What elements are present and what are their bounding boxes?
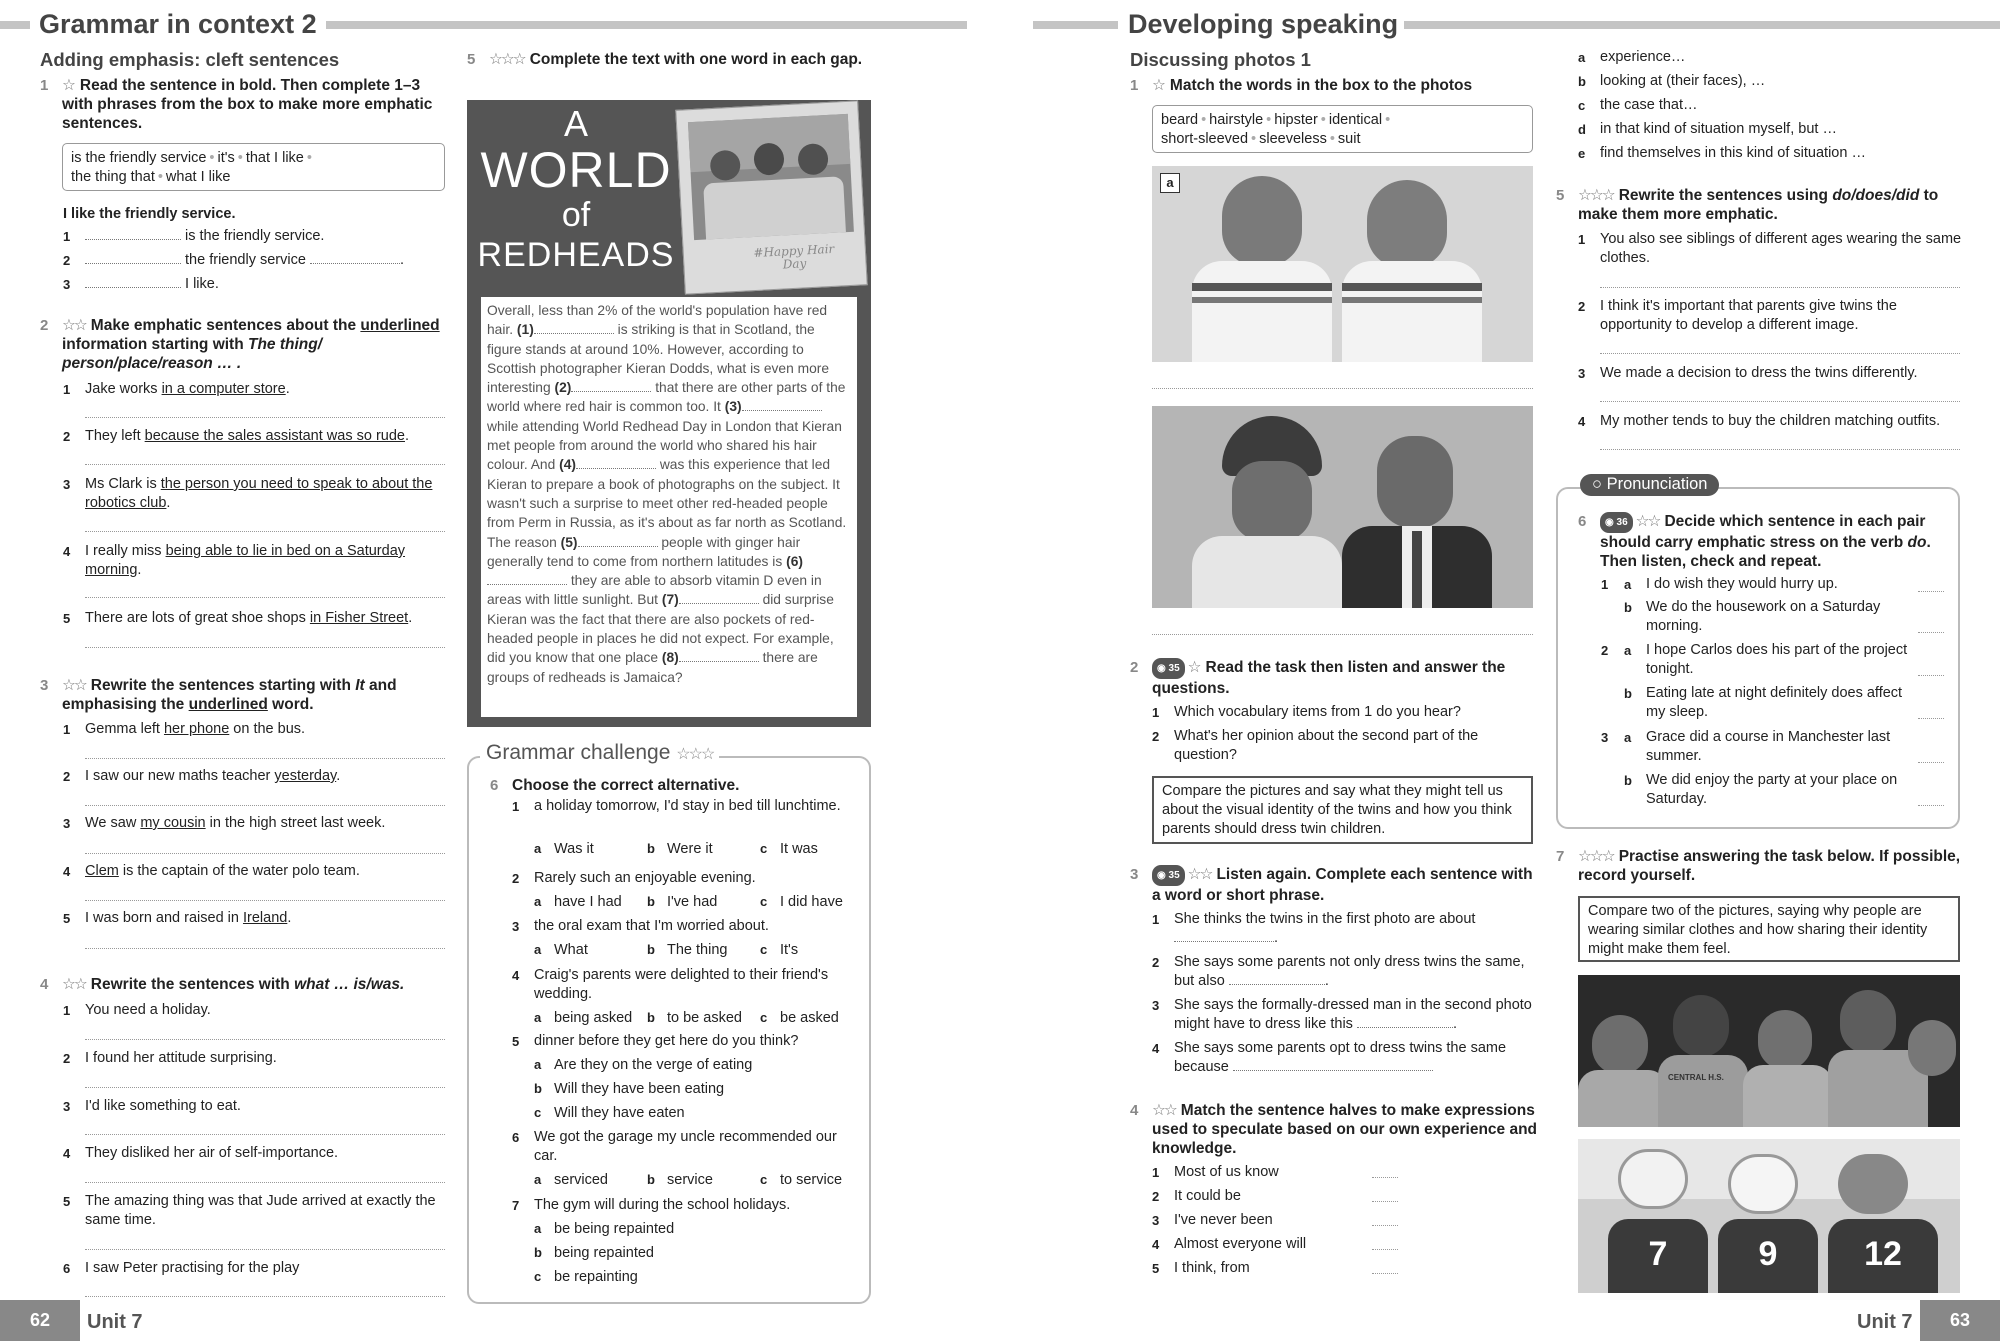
answer-blank[interactable] <box>1229 972 1325 985</box>
person-head <box>797 143 829 176</box>
pair-sentence: Grace did a course in Manchester last summer. <box>1646 729 1891 764</box>
star-icon: ☆ <box>1187 659 1202 676</box>
section-subtitle: Discussing photos 1 <box>1130 49 1311 70</box>
list-item: 5 I think, from <box>1152 1260 1250 1276</box>
man-suit <box>1342 526 1492 608</box>
page-number: 63 <box>1920 1300 2000 1341</box>
pair-number: 1 <box>1601 577 1609 592</box>
answer-blank[interactable] <box>1372 1249 1398 1250</box>
list-item: 2 They left because the sales assistant was so rude. <box>63 428 410 444</box>
answer-option[interactable]: b The thing <box>647 942 728 958</box>
answer-line[interactable] <box>1152 634 1533 635</box>
answer-blank[interactable] <box>578 535 658 547</box>
list-item: 1 You also see siblings of different ages wearing the same clothes. <box>1578 231 1962 266</box>
audio-icon[interactable]: ◉ 35 <box>1152 658 1185 679</box>
list-item: 5 There are lots of great shoe shops in Fisher Street. <box>63 610 413 626</box>
answer-blank[interactable] <box>1233 1058 1433 1071</box>
article-text-segment: they are able to absorb vitamin D even in areas with little sunlight. But <box>487 573 822 608</box>
page-title: Developing speaking <box>1128 9 1399 39</box>
answer-option[interactable]: b being repainted <box>534 1245 654 1261</box>
boy-head <box>1367 180 1447 268</box>
answer-line[interactable] <box>85 758 445 759</box>
section-subtitle: Adding emphasis: cleft sentences <box>40 49 340 70</box>
list-item: d in that kind of situation myself, but … <box>1578 121 1837 137</box>
star-icon: ☆☆ <box>62 317 86 334</box>
list-item: 1 Gemma left her phone on the bus. <box>63 721 306 737</box>
answer-line[interactable] <box>85 1182 445 1183</box>
word-box-item: beard <box>1161 112 1199 128</box>
answer-line[interactable] <box>85 1087 445 1088</box>
answer-option[interactable]: a serviced <box>534 1172 608 1188</box>
answer-blank[interactable] <box>310 251 400 264</box>
speaking-task-box: Compare the pictures and say what they might tell us about the visual identity of the twins and how you think parents should dress twin children. <box>1152 776 1533 844</box>
answer-line[interactable] <box>1600 353 1960 354</box>
answer-blank[interactable] <box>534 322 614 334</box>
shirt-text: CENTRAL H.S. <box>1668 1073 1724 1082</box>
grammar-challenge-title: Grammar challenge ☆☆☆ <box>480 741 719 765</box>
answer-option[interactable]: b Will they have been eating <box>534 1081 725 1097</box>
list-item: 3 Ms Clark is the person you need to speak to about the robotics club. <box>63 476 433 511</box>
gap-number: (6) <box>786 553 803 569</box>
answer-option[interactable]: c to service <box>760 1172 843 1188</box>
word-box-item: hairstyle <box>1209 112 1264 128</box>
list-item: c the case that… <box>1578 97 1698 113</box>
option-letter: b <box>1624 600 1632 615</box>
person-head <box>753 142 785 176</box>
answer-option[interactable]: b service <box>647 1172 713 1188</box>
man-shirt <box>1192 536 1342 608</box>
option-letter: b <box>1624 686 1632 701</box>
page-number: 62 <box>0 1300 80 1341</box>
answer-line[interactable] <box>85 853 445 854</box>
answer-line[interactable] <box>85 647 445 648</box>
article-text-segment: Overall, less than 2% of the world's population have red hair. <box>487 303 828 338</box>
list-item: 6 We got the garage my uncle recommended our car. <box>512 1129 837 1164</box>
list-item: 2 I found her attitude surprising. <box>63 1050 277 1066</box>
boy-shirt <box>1192 261 1332 362</box>
exercise-7: 7 ☆☆☆ Practise answering the task below. If possible, record yourself. <box>1556 848 1961 884</box>
answer-option[interactable]: a have I had <box>534 894 622 910</box>
star-icon: ☆☆☆ <box>489 51 525 68</box>
list-item: 3 I like. <box>63 276 219 292</box>
answer-line[interactable] <box>1152 388 1533 389</box>
answer-option[interactable]: a be being repainted <box>534 1221 675 1237</box>
list-item: 4 They disliked her air of self-importance. <box>63 1145 339 1161</box>
exercise-4: 4 ☆☆ Match the sentence halves to make expressions used to speculate based on our own experience and knowledge. <box>1130 1102 1538 1157</box>
photo-choir-group <box>1578 975 1960 1127</box>
jersey: 7 <box>1608 1219 1708 1293</box>
list-item: 1 Which vocabulary items from 1 do you hear? <box>1152 704 1461 720</box>
answer-line[interactable] <box>85 1134 445 1135</box>
answer-blank[interactable] <box>576 457 656 469</box>
answer-line[interactable] <box>85 805 445 806</box>
answer-line[interactable] <box>85 900 445 901</box>
fan-wig <box>1728 1154 1798 1214</box>
list-item: 1 She thinks the twins in the first photo are about . <box>1152 911 1476 946</box>
list-item: 1 a holiday tomorrow, I'd stay in bed till lunchtime. <box>512 798 841 814</box>
answer-line[interactable] <box>85 1039 445 1040</box>
word-box-item: suit <box>1337 131 1361 147</box>
answer-line[interactable] <box>85 597 445 598</box>
star-icon: ☆☆ <box>62 677 86 694</box>
list-item: 2 Rarely such an enjoyable evening. <box>512 870 756 886</box>
answer-option[interactable]: a being asked <box>534 1010 633 1026</box>
answer-blank[interactable] <box>571 380 651 392</box>
gap-number: (1) <box>516 322 534 338</box>
model-sentence: I like the friendly service. <box>63 206 236 222</box>
list-item: 7 The gym will during the school holidays. <box>512 1197 791 1213</box>
word-box-item: the thing that <box>71 169 155 185</box>
answer-line[interactable] <box>85 417 445 418</box>
answer-blank[interactable] <box>1372 1273 1398 1274</box>
gap-number: (8) <box>661 650 679 666</box>
exercise-4: 4 ☆☆ Rewrite the sentences with what … is/was. <box>40 976 405 993</box>
article-text-segment: did surprise Kieran was the fact that there are also pockets of red-headed people in places he did not expect. For example, did you know that one place <box>487 592 834 666</box>
gap-number: (4) <box>559 457 576 473</box>
speaking-task-box: Compare two of the pictures, saying why people are wearing similar clothes and how sharing their identity might make them feel. <box>1578 896 1960 962</box>
pair-sentence: We did enjoy the party at your place on Saturday. <box>1646 772 1898 807</box>
answer-line[interactable] <box>85 531 445 532</box>
list-item: 1 Most of us know <box>1152 1164 1279 1180</box>
audio-icon[interactable]: ◉ 36 <box>1600 512 1633 533</box>
star-icon: ☆☆☆ <box>1578 848 1614 865</box>
person-head <box>1673 995 1729 1057</box>
list-item: 2 I think it's important that parents give twins the opportunity to develop a different image. <box>1578 298 1897 333</box>
answer-option[interactable]: b to be asked <box>647 1010 742 1026</box>
word-box-item: short-sleeved <box>1161 131 1249 147</box>
list-item: 3 We saw my cousin in the high street last week. <box>63 815 386 831</box>
list-item: 2 She says some parents not only dress twins the same, but also . <box>1152 954 1525 989</box>
pair-number: 3 <box>1601 730 1609 745</box>
list-item: e find themselves in this kind of situation … <box>1578 145 1866 161</box>
header-bar <box>0 21 30 29</box>
exercise-2: 2 ◉ 35 ☆ Read the task then listen and answer the questions. <box>1130 659 1506 697</box>
list-item: 2 What's her opinion about the second part of the question? <box>1152 728 1479 763</box>
header-bar <box>1033 21 1118 29</box>
answer-blank[interactable] <box>679 592 759 604</box>
exercise-3: 3 ☆☆ Rewrite the sentences starting with It and emphasising the underlined word. <box>40 677 397 713</box>
instruction: Read the sentence in bold. Then complete 1–3 with phrases from the box to make more emphatic sentences. <box>62 77 433 132</box>
word-box-item: what I like <box>165 169 231 185</box>
gap-number: (3) <box>724 399 742 415</box>
exercise-6: 6 ◉ 36 ☆☆ Decide which sentence in each pair should carry emphatic stress on the verb do. Then listen, check and repeat. <box>1578 513 1931 570</box>
answer-blank[interactable] <box>1918 675 1944 676</box>
option-letter: a <box>1624 643 1632 658</box>
header-bar <box>1404 21 2000 29</box>
answer-blank[interactable] <box>1372 1225 1398 1226</box>
boy-shirt <box>1342 261 1482 362</box>
article-text <box>481 297 857 717</box>
header-bar <box>326 21 967 29</box>
answer-option[interactable]: b I've had <box>647 894 718 910</box>
answer-blank[interactable] <box>1357 1015 1453 1028</box>
answer-blank[interactable] <box>1918 591 1944 592</box>
answer-blank[interactable] <box>85 275 181 288</box>
answer-blank[interactable] <box>1918 805 1944 806</box>
person-head <box>1758 1010 1812 1070</box>
page-title: Grammar in context 2 <box>39 9 317 39</box>
list-item: 4 My mother tends to buy the children matching outfits. <box>1578 413 1941 429</box>
answer-option[interactable]: a What <box>534 942 588 958</box>
word-box-item: is the friendly service <box>71 150 207 166</box>
list-item: 3 We made a decision to dress the twins differently. <box>1578 365 1918 381</box>
option-letter: a <box>1624 577 1632 592</box>
answer-line[interactable] <box>85 1249 445 1250</box>
answer-blank[interactable] <box>85 227 181 240</box>
list-item: 3 the oral exam that I'm worried about. <box>512 918 769 934</box>
man-head <box>1232 461 1312 541</box>
redheads-photo <box>675 100 867 294</box>
unit-label: Unit 7 <box>1857 1311 1913 1333</box>
list-item: 1 You need a holiday. <box>63 1002 211 1018</box>
word-box-item: sleeveless <box>1259 131 1327 147</box>
list-item: 3 She says the formally-dressed man in the second photo might have to dress like this . <box>1152 997 1532 1032</box>
answer-blank[interactable] <box>1918 762 1944 763</box>
word-box-item: identical <box>1328 112 1383 128</box>
article-text-segment: there are groups of redheads is Jamaica? <box>487 650 818 685</box>
list-item: 4 Craig's parents were delighted to their friend's wedding. <box>512 967 829 1002</box>
gap-number: (2) <box>554 380 572 396</box>
photo-a-twin-boys: a <box>1152 166 1533 362</box>
list-item: 2 I saw our new maths teacher yesterday. <box>63 768 341 784</box>
exercise-6: 6 Choose the correct alternative. <box>490 777 740 794</box>
option-letter: b <box>1624 773 1632 788</box>
list-item: 4 Almost everyone will <box>1152 1236 1307 1252</box>
audio-icon[interactable]: ◉ 35 <box>1152 865 1185 886</box>
list-item: 5 dinner before they get here do you think? <box>512 1033 799 1049</box>
list-item: 5 I was born and raised in Ireland. <box>63 910 292 926</box>
photo-caption: #Happy Hair Day <box>753 241 835 272</box>
list-item: 4 Clem is the captain of the water polo team. <box>63 863 360 879</box>
article-text-segment: was this experience that led Kieran to prepare a book of photographs on the subject. It wasn't such a surprise to meet other red-headed people from Perm in Russia, as it's about as far north as Scotland. The reason <box>487 457 847 550</box>
unit-label: Unit 7 <box>87 1311 143 1333</box>
boy-head <box>1222 176 1302 266</box>
star-icon: ☆☆☆ <box>1578 187 1614 204</box>
answer-blank[interactable] <box>679 650 759 662</box>
option-letter: a <box>1624 730 1632 745</box>
answer-line[interactable] <box>85 948 445 949</box>
exercise-1 <box>40 76 450 133</box>
article-text-segment: is striking is that in Scotland, the figure stands at around 10%. However, according to Scottish photographer Kieran Dodds, what is even more interesting <box>487 322 830 396</box>
star-icon: ☆☆☆ <box>676 746 714 763</box>
list-item: 6 I saw Peter practising for the play <box>63 1260 300 1276</box>
speech-bubble-icon: ○ <box>1592 475 1607 493</box>
answer-option[interactable]: a Are they on the verge of eating <box>534 1057 753 1073</box>
answer-option[interactable]: c I did have <box>760 894 843 910</box>
answer-blank[interactable] <box>1918 718 1944 719</box>
star-icon: ☆☆ <box>1635 513 1660 530</box>
pair-sentence: I hope Carlos does his part of the project tonight. <box>1646 642 1908 677</box>
exercise-5: 5 ☆☆☆ Rewrite the sentences using do/does/did to make them more emphatic. <box>1556 187 1939 223</box>
star-icon: ☆ <box>62 77 76 94</box>
article-text-segment: while attending World Redhead Day in London that Kieran met people from around the world who shared his hair colour. And <box>487 418 842 473</box>
article-title: A WORLD of REDHEADS <box>477 103 675 274</box>
pair-sentence: Eating late at night definitely does affect my sleep. <box>1646 685 1903 720</box>
pair-sentence: I do wish they would hurry up. <box>1646 576 1838 592</box>
person-head <box>709 150 741 182</box>
article-text-segment: that there are other parts of the world where red hair is common too. It <box>487 380 846 415</box>
word-box-item: hipster <box>1274 112 1318 128</box>
gap-number: (5) <box>560 534 578 550</box>
answer-line[interactable] <box>85 1296 445 1297</box>
word-box: beard • hairstyle • hipster • identical • short-sleeved • sleeveless • suit <box>1152 105 1533 153</box>
jersey: 9 <box>1718 1219 1818 1293</box>
answer-option[interactable]: b Were it <box>647 841 713 857</box>
answer-blank[interactable] <box>742 399 822 411</box>
answer-option[interactable]: c It's <box>760 942 799 958</box>
answer-line[interactable] <box>1600 449 1960 450</box>
man-head <box>1377 436 1453 528</box>
word-box-item: that I like <box>245 150 304 166</box>
pair-sentence: We do the housework on a Saturday morning. <box>1646 599 1881 634</box>
list-item: 3 I'd like something to eat. <box>63 1098 241 1114</box>
list-item: 5 The amazing thing was that Jude arrived at exactly the same time. <box>63 1193 436 1228</box>
answer-line[interactable] <box>85 464 445 465</box>
list-item: 1 is the friendly service. <box>63 228 325 244</box>
answer-option[interactable]: a Was it <box>534 841 594 857</box>
jersey: 12 <box>1828 1219 1938 1293</box>
fan-wig <box>1618 1149 1688 1209</box>
exercise-1: 1 ☆ Match the words in the box to the photos <box>1130 77 1473 94</box>
gap-number: (7) <box>661 592 679 608</box>
exercise-3: 3 ◉ 35 ☆☆ Listen again. Complete each sentence with a word or short phrase. <box>1130 866 1533 904</box>
exercise-number: 1 <box>40 77 49 94</box>
list-item: 3 I've never been <box>1152 1212 1273 1228</box>
answer-line[interactable] <box>1600 401 1960 402</box>
photo-b-two-men <box>1152 406 1533 608</box>
star-icon: ☆☆ <box>1152 1102 1176 1119</box>
star-icon: ☆☆ <box>62 976 86 993</box>
exercise-5: 5 ☆☆☆ Complete the text with one word in each gap. <box>467 51 863 68</box>
person-head <box>1908 1020 1956 1076</box>
list-item: 4 She says some parents opt to dress twins the same because <box>1152 1040 1507 1075</box>
answer-option[interactable]: c It was <box>760 841 818 857</box>
answer-option[interactable]: c be repainting <box>534 1269 638 1285</box>
star-icon: ☆ <box>1152 77 1166 94</box>
list-item: 2 the friendly service . <box>63 252 404 268</box>
star-icon: ☆☆ <box>1187 866 1212 883</box>
photo-area <box>688 114 854 240</box>
fan-head <box>1838 1154 1908 1214</box>
article-text-segment: people with ginger hair generally tend to come from northern latitudes is <box>487 534 801 569</box>
answer-option[interactable]: c Will they have eaten <box>534 1105 685 1121</box>
answer-blank[interactable] <box>1372 1201 1398 1202</box>
person-head <box>1592 1015 1648 1075</box>
answer-blank[interactable] <box>1918 632 1944 633</box>
answer-option[interactable]: c be asked <box>760 1010 839 1026</box>
list-item: b looking at (their faces), … <box>1578 73 1766 89</box>
photo-sports-fans <box>1578 1139 1960 1293</box>
answer-line[interactable] <box>1600 287 1960 288</box>
word-box-item: it's <box>217 150 235 166</box>
answer-blank[interactable] <box>1174 929 1274 942</box>
list-item: 1 Jake works in a computer store. <box>63 381 290 397</box>
word-box: is the friendly service • it's • that I like • the thing that • what I like <box>62 143 445 191</box>
pronunciation-label: ○ Pronunciation <box>1580 474 1719 496</box>
answer-blank[interactable] <box>1372 1177 1398 1178</box>
pair-number: 2 <box>1601 643 1609 658</box>
list-item: 2 It could be <box>1152 1188 1241 1204</box>
person-head <box>1840 990 1896 1054</box>
exercise-2: 2 ☆☆ Make emphatic sentences about the underlined information starting with The thing/ person/place/reason … . <box>40 317 440 372</box>
list-item: 4 I really miss being able to lie in bed on a Saturday morning. <box>63 543 406 578</box>
answer-blank[interactable] <box>85 251 181 264</box>
answer-blank[interactable] <box>487 573 567 585</box>
list-item: a experience… <box>1578 49 1686 65</box>
